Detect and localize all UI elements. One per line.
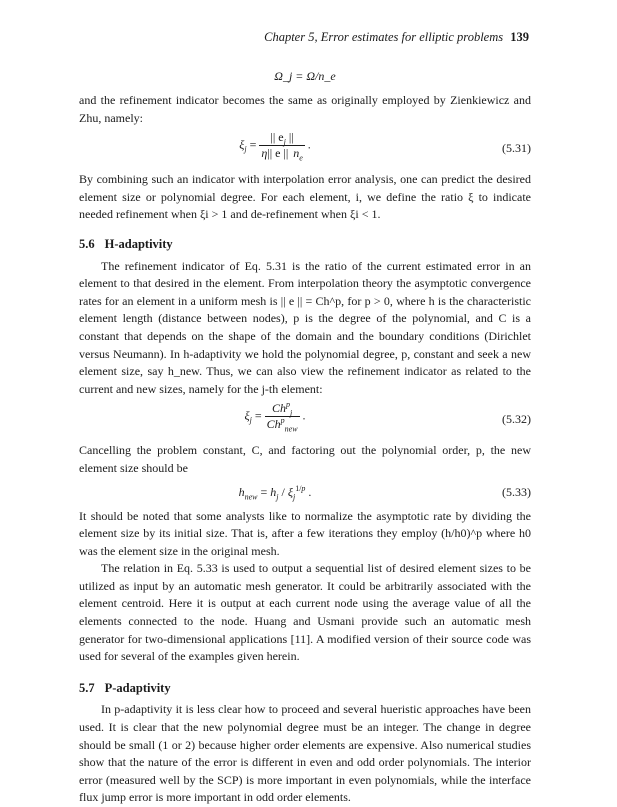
section-title: H-adaptivity — [104, 236, 173, 251]
paragraph-intro: and the refinement indicator becomes the same as originally employed by Zienkiewicz and Zhu, namely: — [79, 93, 531, 125]
running-header — [264, 30, 529, 45]
section-heading-5-7 — [79, 680, 531, 698]
paragraph-relation: The relation in Eq. 5.33 is used to output a sequential list of desired element sizes to be utilized as input by an automatic mesh generator. It could be arbitrarily associated with the element centroid. Here it is output at each current node using the average value of all the elements connected to the node. Huang and Usmani provide such an automatic mesh generator for two-dimensional applications [11]. A modified version of their source code was used for several of the examples given herein. — [79, 561, 531, 664]
chapter-title: Chapter 5, Error estimates for elliptic problems — [264, 30, 504, 44]
page-number: 139 — [510, 30, 529, 44]
equation-number-5-32: (5.32) — [502, 412, 531, 427]
equation-omega-text: Ω_j = Ω/n_e — [274, 69, 336, 83]
paragraph-p-adaptivity-1: In p-adaptivity it is less clear how to proceed and several hueristic approaches have been used. It is clear that the new polynomial degree must be an integer. The change in degree should be small (1 or 2) because higher order elements are expensive. Also numerical studies show that the nature of the error is different in even and odd order polynomials. The interior error (measured well by the SCP) is more important in even polynomials, while the interface flux jump error is more important in odd order elements. — [79, 702, 531, 805]
equation-5-32: $\xi_j$ = $\frac{Ch^p_j}{Ch^p_{new}}$ . (5.32) — [244, 400, 531, 434]
equation-5-31: $\xi_j$ = $\frac{|| e_j ||}{\eta|| e || n_e}$ . (5.31) — [239, 130, 531, 163]
paragraph-h-adaptivity-1: The refinement indicator of Eq. 5.31 is the ratio of the current estimated error in an element to that desired in the element. From interpolation theory the asymptotic convergence rates for an element in a uniform mesh is || e || = Ch^p, for p > 0, where h is the characteristic element length (distance between nodes), p is the degree of the polynomial, and C is a constant that depends on the shape of the domain and the boundary conditions (Dirichlet versus Neumann). In h-adaptivity we hold the polynomial degree, p, constant and seek a new element size, say h_new. Thus, we can also view the refinement indicator as related to the current and new sizes, namely for the j-th element: — [79, 258, 531, 396]
equation-5-33: $h_{new} = h_j / \xi_j^{1/p}$ . (5.33) — [238, 483, 531, 501]
equation-omega — [79, 62, 531, 92]
section-heading-5-6 — [79, 236, 531, 254]
equation-number-5-33: (5.33) — [502, 484, 531, 499]
paragraph-combining: By combining such an indicator with interpolation error analysis, one can predict the desired element size or polynomial degree. For each element, i, we define the ratio ξ to indicate needed refinement when ξi > 1 and de-refinement when ξi < 1. — [79, 172, 531, 222]
section-title: P-adaptivity — [104, 680, 171, 695]
paragraph-cancelling: Cancelling the problem constant, C, and factoring out the polynomial order, p, the new element size should be — [79, 443, 531, 475]
paragraph-normalize: It should be noted that some analysts like to normalize the asymptotic rate by dividing the element size by its initial size. That is, after a few iterations they employ (h/h0)^p where h0 was the element size in the original mesh. — [79, 508, 531, 558]
section-number: 5.6 — [79, 236, 95, 251]
text-column — [79, 62, 531, 807]
equation-number-5-31: (5.31) — [502, 141, 531, 156]
section-number: 5.7 — [79, 680, 95, 695]
